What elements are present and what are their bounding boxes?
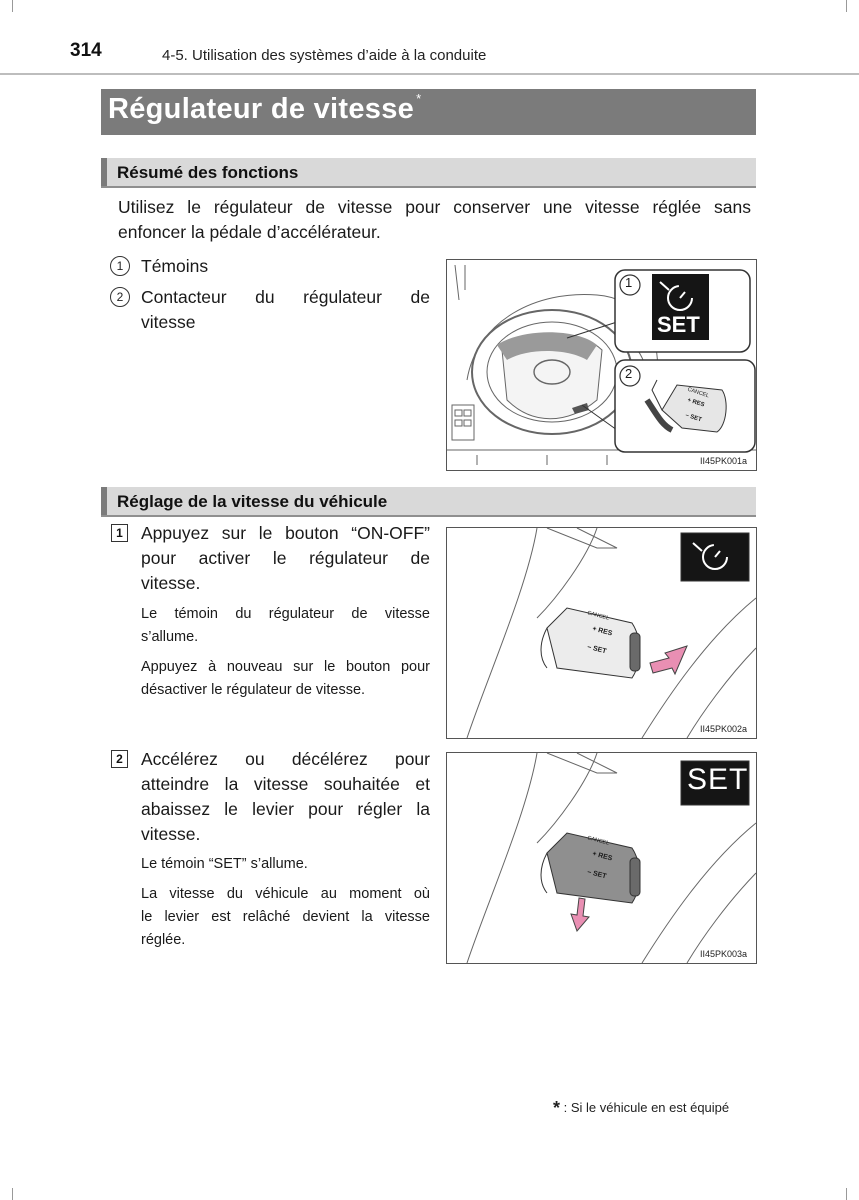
step1-note1-line2: s’allume. (141, 629, 199, 645)
step2-note1-line1: Le témoin “SET” s’allume. (141, 856, 308, 872)
step1-note1-line1: Le témoin du régulateur de vitesse (141, 606, 430, 622)
lever-label-res: + RES (686, 397, 706, 409)
page-number: 314 (70, 40, 102, 61)
figure-code: II45PK003a (700, 949, 748, 959)
header-rule (0, 73, 859, 75)
step1-note2-line2: désactiver le régulateur de vitesse. (141, 682, 366, 698)
figure-set (446, 752, 757, 964)
set-indicator-label: SET (687, 763, 749, 796)
page-title-text: Régulateur de vitesse (108, 93, 415, 125)
figure-code: II45PK001a (700, 456, 748, 466)
section-heading-text: Résumé des fonctions (117, 163, 299, 182)
section-marker (101, 487, 107, 515)
step2-note2-line2: le levier est relâché devient la vitesse (141, 909, 430, 925)
page-title (108, 93, 421, 126)
figure-dashboard (446, 259, 757, 471)
figure-on-off (446, 527, 757, 739)
footnote-symbol: * (553, 1098, 561, 1118)
callout-number-1: 1 (110, 256, 130, 276)
section-heading-summary (101, 158, 756, 188)
step2-line2: atteindre la vitesse souhaitée et (141, 774, 430, 794)
step-number-1: 1 (111, 524, 128, 542)
section-marker (101, 158, 107, 186)
crop-mark-top-right (846, 0, 859, 12)
step2-line4: vitesse. (141, 824, 201, 844)
lever-label-set: – SET (586, 643, 608, 656)
crop-mark-bottom-right (846, 1188, 859, 1200)
intro-line-2: enfoncer la pédale d’accélérateur. (118, 222, 381, 242)
figure1-callout-2: 2 (625, 366, 633, 381)
intro-line-1: Utilisez le régulateur de vitesse pour conserver une vitesse réglée sans (118, 197, 751, 217)
section-heading-speed-setting (101, 487, 756, 517)
step2-note2-line1: La vitesse du véhicule au moment où (141, 886, 430, 902)
item-label-switch-line1: Contacteur du régulateur de (141, 287, 430, 307)
lever-label-cancel: CANCEL (686, 386, 710, 400)
crop-mark-bottom-left (0, 1188, 13, 1200)
figure-code: II45PK002a (700, 724, 748, 734)
step2-line1: Accélérez ou décélérez pour (141, 749, 430, 769)
step2-note2-line3: réglée. (141, 932, 186, 948)
item-label-temoins: Témoins (141, 256, 209, 276)
step1-note2-line1: Appuyez à nouveau sur le bouton pour (141, 659, 430, 675)
lever-label-set: – SET (586, 868, 608, 881)
footnote (553, 1098, 729, 1119)
set-indicator-label: SET (657, 312, 700, 337)
lever-label-res: + RES (591, 850, 613, 863)
step-number-2: 2 (111, 750, 128, 768)
step1-line3: vitesse. (141, 573, 201, 593)
lever-label-set: – SET (684, 412, 703, 424)
lever-label-cancel: CANCEL (586, 835, 610, 847)
section-heading-text: Réglage de la vitesse du véhicule (117, 492, 388, 511)
lever-label-cancel: CANCEL (586, 610, 610, 622)
dashboard-illustration (447, 260, 756, 470)
lever-label-res: + RES (591, 625, 613, 638)
title-asterisk: * (416, 91, 422, 106)
chapter-header: 4-5. Utilisation des systèmes d’aide à la conduite (162, 47, 487, 64)
step1-line1: Appuyez sur le bouton “ON-OFF” (141, 523, 430, 543)
step1-line2: pour activer le régulateur de (141, 548, 430, 568)
figure1-callout-1: 1 (625, 275, 633, 290)
callout-number-2: 2 (110, 287, 130, 307)
crop-mark-top-left (0, 0, 13, 12)
footnote-text: : Si le véhicule en est équipé (563, 1099, 730, 1115)
step2-line3: abaissez le levier pour régler la (141, 799, 430, 819)
item-label-switch-line2: vitesse (141, 312, 196, 332)
